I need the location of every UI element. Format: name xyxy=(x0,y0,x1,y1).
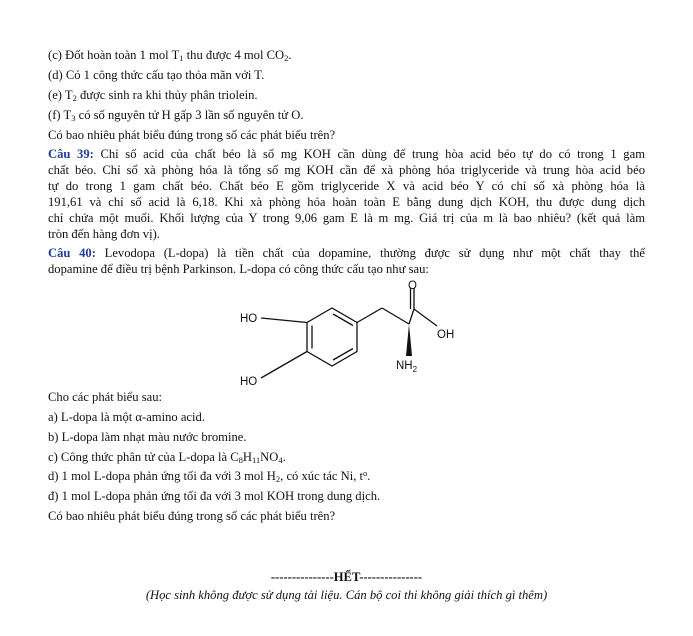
q39-label: Câu 39: xyxy=(48,147,94,161)
prev-question: Có bao nhiêu phát biểu đúng trong số các phát biểu trên? xyxy=(48,128,336,142)
statement-d: (d) Có 1 công thức cấu tạo thỏa mãn với T. xyxy=(48,68,265,82)
ho-top-label: HO xyxy=(240,313,258,325)
q39-line-4: 191,61 và chỉ số acid là 6,18. Khi xà phòng hóa hoàn toàn E bằng dung dịch KOH, thu được dung dịch xyxy=(48,195,645,209)
q40-statement-b: b) L-dopa làm nhạt màu nước bromine. xyxy=(48,430,247,444)
q40-statement-c: c) Công thức phân tử của L-dopa là $C_8H_{11}NO_4$. xyxy=(48,450,286,465)
q40-intro: Cho các phát biểu sau: xyxy=(48,390,163,404)
footer-note: (Học sinh không được sử dụng tài liệu. Cán bộ coi thi không giải thích gì thêm) xyxy=(145,588,548,602)
q39-line-6: tròn đến hàng đơn vị). xyxy=(48,227,160,241)
nh2-label: $NH_2$ xyxy=(396,360,418,374)
q39-line-2: chất béo. Chỉ số xà phòng hóa là tổng số mg KOH cần để xà phòng hóa triglyceride và trung hòa acid béo xyxy=(48,163,645,177)
l-dopa-structure xyxy=(234,280,474,390)
q40-line-1: Câu 40: Levodopa (L-dopa) là tiền chất của dopamine, thường được sử dụng như một chất thay thế xyxy=(48,246,645,260)
statement-f: (f) $T_3$ có số nguyên tử H gấp 3 lần số nguyên tử O. xyxy=(48,108,304,123)
oh-label: OH xyxy=(437,329,455,341)
statement-c: (c) Đốt hoàn toàn 1 mol $T_1$ thu được 4 mol $CO_2$. xyxy=(48,48,292,63)
q40-label: Câu 40: xyxy=(48,246,96,260)
ho-bottom-label: HO xyxy=(240,376,258,388)
q39-line-5: chỉ chứa một muối. Khối lượng của Y trong 9,06 gam E là m mg. Giá trị của m là bao nhiêu? (kết quả làm xyxy=(48,211,645,225)
q40-question: Có bao nhiêu phát biểu đúng trong số các phát biểu trên? xyxy=(48,509,336,523)
q40-statement-dd: đ) 1 mol L-dopa phản ứng tối đa với 3 mol KOH trong dung dịch. xyxy=(48,489,381,503)
q40-line-2: dopamine để điều trị bệnh Parkinson. L-dopa có công thức cấu tạo như sau: xyxy=(48,262,429,276)
q39-line-1: Câu 39: Chỉ số acid của chất béo là số mg KOH cần dùng để trung hòa acid béo tự do có trong 1 gam xyxy=(48,147,645,161)
q39-line-3: tự do trong 1 gam chất béo. Chất béo E gồm triglyceride X và acid béo Y có chỉ số xà phòng hóa là xyxy=(48,179,645,193)
wedge-bond xyxy=(406,324,412,356)
statement-e: (e) $T_2$ được sinh ra khi thủy phân triolein. xyxy=(48,88,258,103)
end-mark: ---------------HẾT--------------- xyxy=(270,570,423,584)
q40-statement-a: a) L-dopa là một α-amino acid. xyxy=(48,410,205,424)
q40-statement-d: d) 1 mol L-dopa phản ứng tối đa với 3 mol $H_2$, có xúc tác Ni, $t^o$. xyxy=(48,468,371,484)
o-label: O xyxy=(408,280,417,292)
